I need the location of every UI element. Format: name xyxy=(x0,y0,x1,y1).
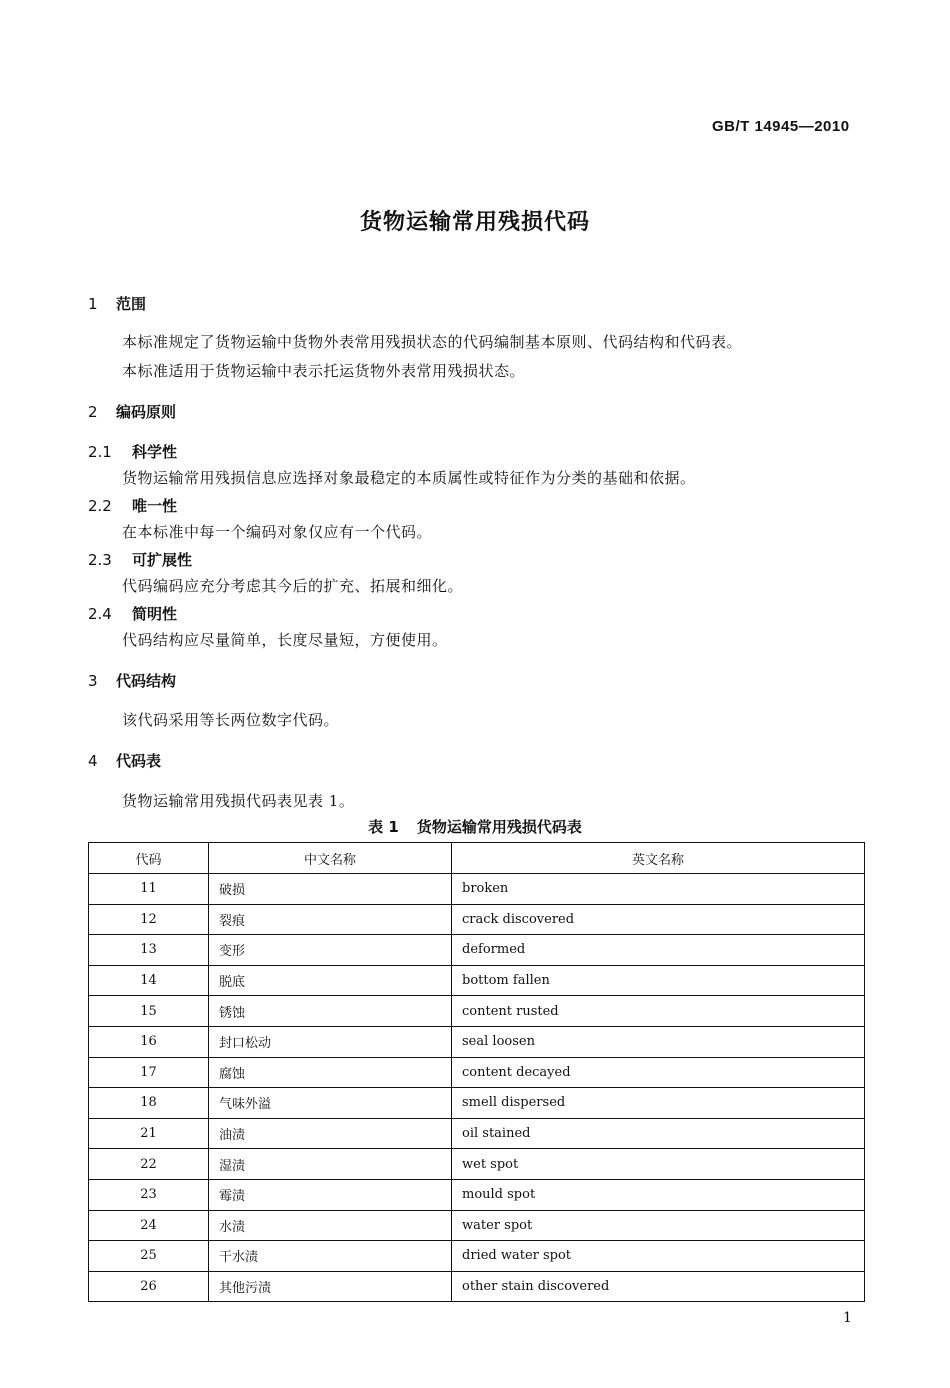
cell-chinese-name: 脱底 xyxy=(209,965,452,996)
section-1-paragraph-1: 本标准规定了货物运输中货物外表常用残损状态的代码编制基本原则、代码结构和代码表。 xyxy=(122,333,743,351)
section-title: 代码结构 xyxy=(116,672,177,690)
cell-code: 26 xyxy=(89,1271,209,1302)
table-row xyxy=(89,1057,865,1088)
table-row xyxy=(89,965,865,996)
table-row xyxy=(89,874,865,905)
table-header-row xyxy=(89,843,865,874)
cell-chinese-name: 其他污渍 xyxy=(209,1271,452,1302)
section-4-heading xyxy=(88,750,161,771)
cell-english-name: dried water spot xyxy=(452,1241,865,1272)
section-2-4-text: 代码结构应尽量简单，长度尽量短，方便使用。 xyxy=(122,631,448,649)
column-header-chinese-name: 中文名称 xyxy=(209,843,452,874)
section-2-2-text: 在本标准中每一个编码对象仅应有一个代码。 xyxy=(122,523,433,541)
cell-chinese-name: 气味外溢 xyxy=(209,1088,452,1119)
cell-english-name: bottom fallen xyxy=(452,965,865,996)
cell-english-name: wet spot xyxy=(452,1149,865,1180)
section-number: 2.4 xyxy=(88,605,112,623)
section-2-heading xyxy=(88,401,176,422)
section-number: 2 xyxy=(88,403,98,421)
cell-chinese-name: 裂痕 xyxy=(209,904,452,935)
cell-code: 14 xyxy=(89,965,209,996)
table-row xyxy=(89,1179,865,1210)
section-2-3-text: 代码编码应充分考虑其今后的扩充、拓展和细化。 xyxy=(122,577,464,595)
cell-code: 16 xyxy=(89,1026,209,1057)
table-row xyxy=(89,1026,865,1057)
cell-english-name: crack discovered xyxy=(452,904,865,935)
cell-code: 17 xyxy=(89,1057,209,1088)
cell-chinese-name: 破损 xyxy=(209,874,452,905)
cell-code: 13 xyxy=(89,935,209,966)
page-number: 1 xyxy=(843,1310,852,1326)
table-row xyxy=(89,996,865,1027)
section-2-4-heading xyxy=(88,603,177,624)
cell-code: 25 xyxy=(89,1241,209,1272)
cell-english-name: seal loosen xyxy=(452,1026,865,1057)
section-title: 可扩展性 xyxy=(132,551,193,569)
section-title: 范围 xyxy=(116,295,147,313)
column-header-code: 代码 xyxy=(89,843,209,874)
section-number: 2.1 xyxy=(88,443,112,461)
section-title: 代码表 xyxy=(116,752,162,770)
cell-chinese-name: 水渍 xyxy=(209,1210,452,1241)
table-row xyxy=(89,1241,865,1272)
cell-english-name: content decayed xyxy=(452,1057,865,1088)
cell-code: 12 xyxy=(89,904,209,935)
section-2-1-heading xyxy=(88,441,177,462)
cell-chinese-name: 干水渍 xyxy=(209,1241,452,1272)
cell-english-name: mould spot xyxy=(452,1179,865,1210)
cell-english-name: deformed xyxy=(452,935,865,966)
cell-code: 18 xyxy=(89,1088,209,1119)
section-3-text: 该代码采用等长两位数字代码。 xyxy=(122,711,340,729)
cell-english-name: other stain discovered xyxy=(452,1271,865,1302)
table-row xyxy=(89,1271,865,1302)
cell-code: 21 xyxy=(89,1118,209,1149)
section-4-text: 货物运输常用残损代码表见表 1。 xyxy=(122,792,355,810)
section-number: 2.3 xyxy=(88,551,112,569)
table-row xyxy=(89,904,865,935)
cell-chinese-name: 变形 xyxy=(209,935,452,966)
table-caption xyxy=(0,816,950,837)
document-title: 货物运输常用残损代码 xyxy=(359,210,590,235)
section-number: 3 xyxy=(88,672,98,690)
cell-code: 22 xyxy=(89,1149,209,1180)
cell-chinese-name: 封口松动 xyxy=(209,1026,452,1057)
column-header-english-name: 英文名称 xyxy=(452,843,865,874)
table-row xyxy=(89,1210,865,1241)
cell-english-name: oil stained xyxy=(452,1118,865,1149)
section-title: 编码原则 xyxy=(116,403,177,421)
section-1-paragraph-2: 本标准适用于货物运输中表示托运货物外表常用残损状态。 xyxy=(122,362,526,380)
cell-english-name: smell dispersed xyxy=(452,1088,865,1119)
section-title: 简明性 xyxy=(132,605,178,623)
cell-code: 11 xyxy=(89,874,209,905)
section-2-1-text: 货物运输常用残损信息应选择对象最稳定的本质属性或特征作为分类的基础和依据。 xyxy=(122,469,696,487)
cell-english-name: content rusted xyxy=(452,996,865,1027)
section-number: 1 xyxy=(88,295,98,313)
cell-english-name: water spot xyxy=(452,1210,865,1241)
section-number: 4 xyxy=(88,752,98,770)
standard-code: GB/T 14945—2010 xyxy=(712,118,850,135)
table-row xyxy=(89,1088,865,1119)
table-caption-title: 货物运输常用残损代码表 xyxy=(416,818,582,836)
table-caption-label: 表 1 xyxy=(368,818,399,836)
cell-code: 23 xyxy=(89,1179,209,1210)
section-1-heading xyxy=(88,293,146,314)
section-2-3-heading xyxy=(88,549,192,570)
cell-chinese-name: 腐蚀 xyxy=(209,1057,452,1088)
cell-english-name: broken xyxy=(452,874,865,905)
cell-chinese-name: 油渍 xyxy=(209,1118,452,1149)
cell-code: 15 xyxy=(89,996,209,1027)
section-number: 2.2 xyxy=(88,497,112,515)
cell-chinese-name: 湿渍 xyxy=(209,1149,452,1180)
section-3-heading xyxy=(88,670,176,691)
table-row xyxy=(89,1149,865,1180)
cell-chinese-name: 霉渍 xyxy=(209,1179,452,1210)
code-table xyxy=(88,842,865,1302)
cell-chinese-name: 锈蚀 xyxy=(209,996,452,1027)
section-2-2-heading xyxy=(88,495,177,516)
table-row xyxy=(89,1118,865,1149)
section-title: 唯一性 xyxy=(132,497,178,515)
table-row xyxy=(89,935,865,966)
cell-code: 24 xyxy=(89,1210,209,1241)
section-title: 科学性 xyxy=(132,443,178,461)
